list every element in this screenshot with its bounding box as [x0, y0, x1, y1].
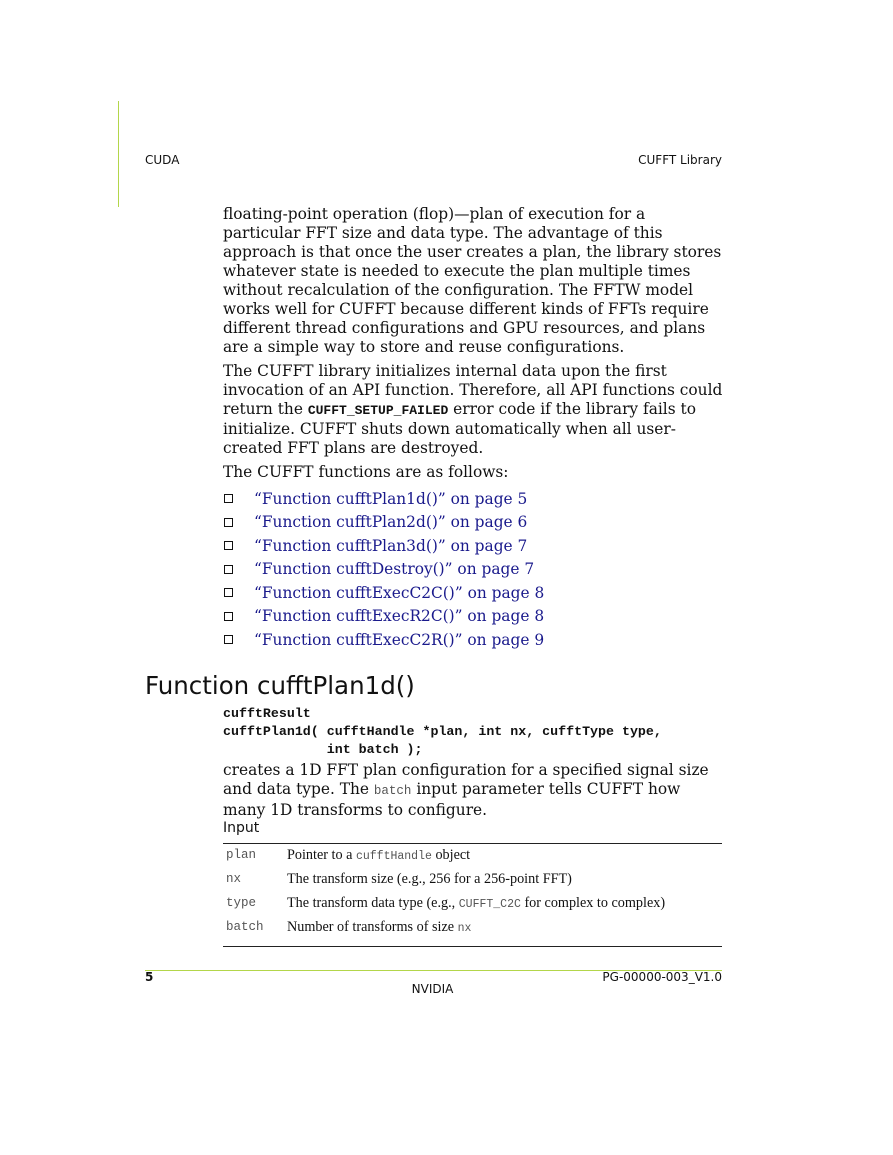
error-code: CUFFT_SETUP_FAILED: [307, 403, 449, 418]
paragraph-text: creates a 1D FFT plan configuration for a specified signal size and data type. The: [223, 761, 709, 798]
param-text: Number of transforms of size: [287, 919, 458, 935]
function-signature: [223, 705, 662, 759]
document-id: PG-00000-003_V1.0: [602, 970, 722, 984]
checkbox-bullet-icon: [224, 494, 233, 503]
list-item: [223, 511, 723, 535]
function-description: [223, 761, 723, 820]
list-item: [223, 534, 723, 558]
checkbox-bullet-icon: [224, 635, 233, 644]
checkbox-bullet-icon: [224, 588, 233, 597]
body-paragraph-1: floating-point operation (flop)—plan of execution for a particular FFT size and data type. The advantage of this approach is that once the user creates a plan, the library stores whatever state is needed to execute the plan multiple times without recalculation of the configuration. The FFTW model works well for CUFFT because different kinds of FFTs require different thread configurations and GPU resources, and plans are a simple way to store and reuse configurations.: [223, 205, 722, 356]
table-row: [223, 892, 722, 916]
function-list: [223, 487, 723, 652]
checkbox-bullet-icon: [224, 541, 233, 550]
param-text: The transform data type (e.g.,: [287, 895, 459, 911]
footer-company: NVIDIA: [411, 982, 454, 996]
param-name: batch: [226, 920, 264, 934]
header-right-text: CUFFT Library: [638, 153, 722, 167]
list-item: [223, 581, 723, 605]
checkbox-bullet-icon: [224, 518, 233, 527]
paragraph-text: error code if the library fails to initialize. CUFFT shuts down automatically when all user-created FFT plans are destroyed.: [223, 400, 696, 457]
code-line: cufftResult: [223, 706, 311, 721]
param-text: The transform size (e.g., 256 for a 256-point FFT): [287, 871, 572, 887]
paragraph-text: input parameter tells CUFFT how many 1D transforms to configure.: [223, 780, 681, 819]
page-number: 5: [145, 970, 154, 984]
table-spacer: [223, 940, 722, 947]
function-link[interactable]: “Function cufftPlan1d()” on page 5: [254, 489, 528, 508]
param-text: for complex to complex): [520, 895, 666, 911]
checkbox-bullet-icon: [224, 612, 233, 621]
table-row: [223, 868, 722, 892]
function-link[interactable]: “Function cufftExecC2C()” on page 8: [254, 583, 545, 602]
parameter-table: [223, 843, 722, 947]
list-item: [223, 628, 723, 652]
list-item: [223, 487, 723, 511]
function-link[interactable]: “Function cufftExecC2R()” on page 9: [254, 630, 545, 649]
inline-code: CUFFT_C2C: [458, 898, 521, 911]
body-paragraph-3: The CUFFT functions are as follows:: [223, 463, 509, 481]
inline-code: batch: [373, 784, 412, 798]
param-description: [287, 844, 722, 869]
code-line: int batch );: [223, 742, 423, 757]
function-link[interactable]: “Function cufftPlan3d()” on page 7: [254, 536, 528, 555]
input-label: Input: [223, 820, 260, 836]
param-description: [287, 868, 722, 892]
section-heading: Function cufftPlan1d(): [145, 671, 415, 700]
table-row: [223, 844, 722, 869]
param-description: [287, 916, 722, 940]
function-link[interactable]: “Function cufftPlan2d()” on page 6: [254, 513, 528, 532]
table-row: [223, 916, 722, 940]
param-name: type: [226, 896, 257, 910]
param-description: [287, 892, 722, 916]
spacer-cell: [223, 940, 722, 947]
function-link[interactable]: “Function cufftDestroy()” on page 7: [254, 560, 535, 579]
param-text: Pointer to a: [287, 847, 356, 863]
header-rule: [118, 101, 119, 207]
checkbox-bullet-icon: [224, 565, 233, 574]
body-paragraph-2: [223, 362, 723, 458]
param-name: nx: [226, 872, 242, 886]
param-text: object: [431, 847, 471, 863]
paragraph-text: The CUFFT library initializes internal data upon the first invocation of an API function. Therefore, all API functions could return the: [223, 362, 723, 418]
list-item: [223, 558, 723, 582]
param-name: plan: [226, 848, 257, 862]
header-left-text: CUDA: [145, 153, 180, 167]
inline-code: nx: [457, 922, 472, 935]
inline-code: cufftHandle: [355, 850, 432, 863]
code-line: cufftPlan1d( cufftHandle *plan, int nx, cufftType type,: [223, 724, 662, 739]
list-item: [223, 605, 723, 629]
function-link[interactable]: “Function cufftExecR2C()” on page 8: [254, 607, 545, 626]
